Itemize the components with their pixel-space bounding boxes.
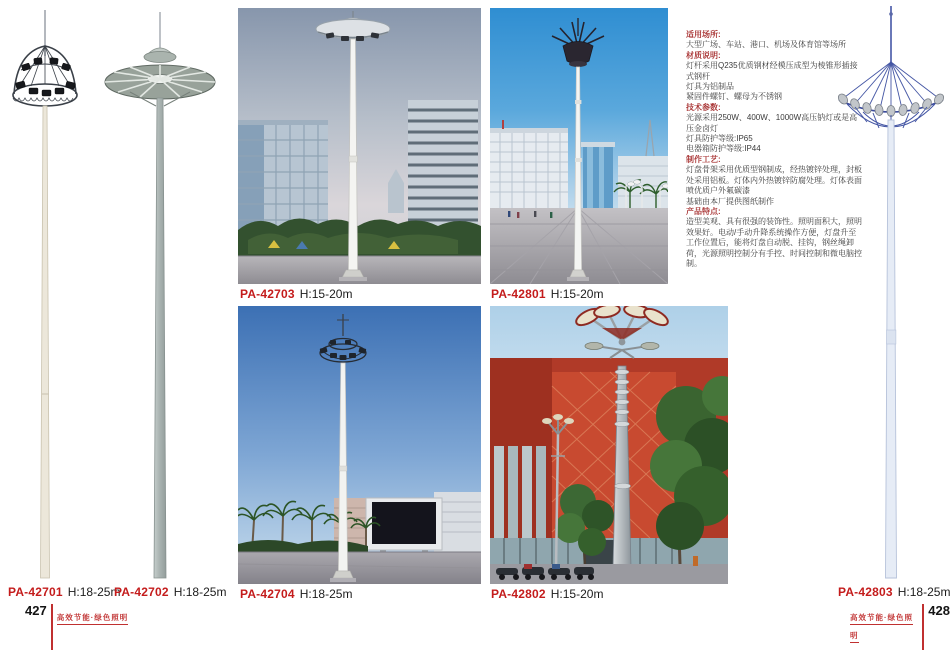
floodlights: [15, 58, 75, 96]
spec-section-workmanship: [686, 155, 864, 207]
product-height: H:15-20m: [550, 287, 604, 301]
footer-divider-line: [51, 604, 53, 650]
product-code: PA-42802: [491, 587, 546, 601]
product-photo-pa42704: [238, 306, 481, 584]
page-number-right: 428: [928, 603, 950, 618]
product-label-pa42802: [491, 587, 603, 601]
product-code: PA-42701: [8, 585, 63, 599]
footer-divider-line: [922, 604, 924, 650]
product-code: PA-42803: [838, 585, 893, 599]
product-label-pa42801: [491, 287, 603, 301]
spec-line: 光源采用250W、400W、1000W高压钠灯或是高压金卤灯: [686, 113, 858, 133]
pole-drawing-pa42701: [0, 6, 96, 580]
spec-section-technical: [686, 103, 864, 155]
product-height: H:18-25m: [67, 585, 121, 599]
spec-text-block: [686, 30, 864, 269]
spec-section-features: [686, 207, 864, 269]
spec-heading: 适用场所:: [686, 30, 721, 39]
footer-right: [850, 604, 950, 650]
product-label-pa42803: [838, 585, 950, 599]
product-height: H:18-25m: [173, 585, 227, 599]
product-code: PA-42801: [491, 287, 546, 301]
spec-line: 灯盘骨架采用优质型钢制成，经热镀锌处理，封板处采用铝板。灯体内外热镀锌防腐处理。灯体表面喷优质户外氟碳漆: [686, 165, 862, 196]
spec-line: 大型广场、车站、港口、机场及体育馆等场所: [686, 40, 846, 50]
product-code: PA-42704: [240, 587, 295, 601]
spec-heading: 制作工艺:: [686, 154, 721, 164]
spec-line: 造型美观、具有很强的装饰性。照明面积大，照明效果好。电动/手动升降系统操作方便，灯盘升至工作位置后，能将灯盘自动脱、挂钩，钢丝绳卸荷，光源照明控制分有手控、时间控制和微电脑控制。: [686, 217, 862, 268]
footer-tagline-box: [57, 604, 129, 625]
spec-line: 电器箱防护等级:IP44: [686, 144, 761, 154]
product-height: H:15-20m: [299, 287, 353, 301]
product-photo-pa42802: [490, 306, 728, 584]
footer-left: [25, 604, 128, 650]
product-label-pa42701: [8, 585, 120, 599]
spec-section-material: [686, 51, 864, 103]
product-label-pa42702: [114, 585, 226, 599]
pole-drawing-pa42702: [96, 6, 228, 580]
footer-tagline: 高效节能·绿色照明: [57, 613, 129, 625]
spec-line: 基础由本厂提供图纸制作: [686, 196, 774, 206]
product-height: H:18-25m: [299, 587, 353, 601]
product-photo-pa42703: [238, 8, 481, 284]
spec-line: 紧固件螺钉、螺母为不锈钢: [686, 92, 782, 102]
spec-line: 灯具为铝制品: [686, 82, 734, 92]
product-height: H:18-25m: [897, 585, 950, 599]
spec-heading: 产品特点:: [686, 206, 721, 216]
product-photo-pa42801: [490, 8, 668, 284]
product-height: H:15-20m: [550, 587, 604, 601]
footer-tagline: 高效节能·绿色照明: [850, 613, 913, 643]
page-number-left: 427: [25, 603, 47, 618]
product-label-pa42703: [240, 287, 352, 301]
product-code: PA-42702: [114, 585, 169, 599]
product-code: PA-42703: [240, 287, 295, 301]
spec-heading: 材质说明:: [686, 50, 721, 60]
footer-tagline-box: [850, 604, 918, 643]
spec-line: 灯杆采用Q235优质钢材经模压成型为棱锥形插接式钢杆: [686, 61, 858, 81]
spec-heading: 技术参数:: [686, 102, 721, 112]
spec-line: 灯具防护等级:IP65: [686, 134, 753, 144]
plaza-ground: [238, 552, 481, 584]
product-label-pa42704: [240, 587, 352, 601]
spec-section-application: [686, 30, 864, 51]
